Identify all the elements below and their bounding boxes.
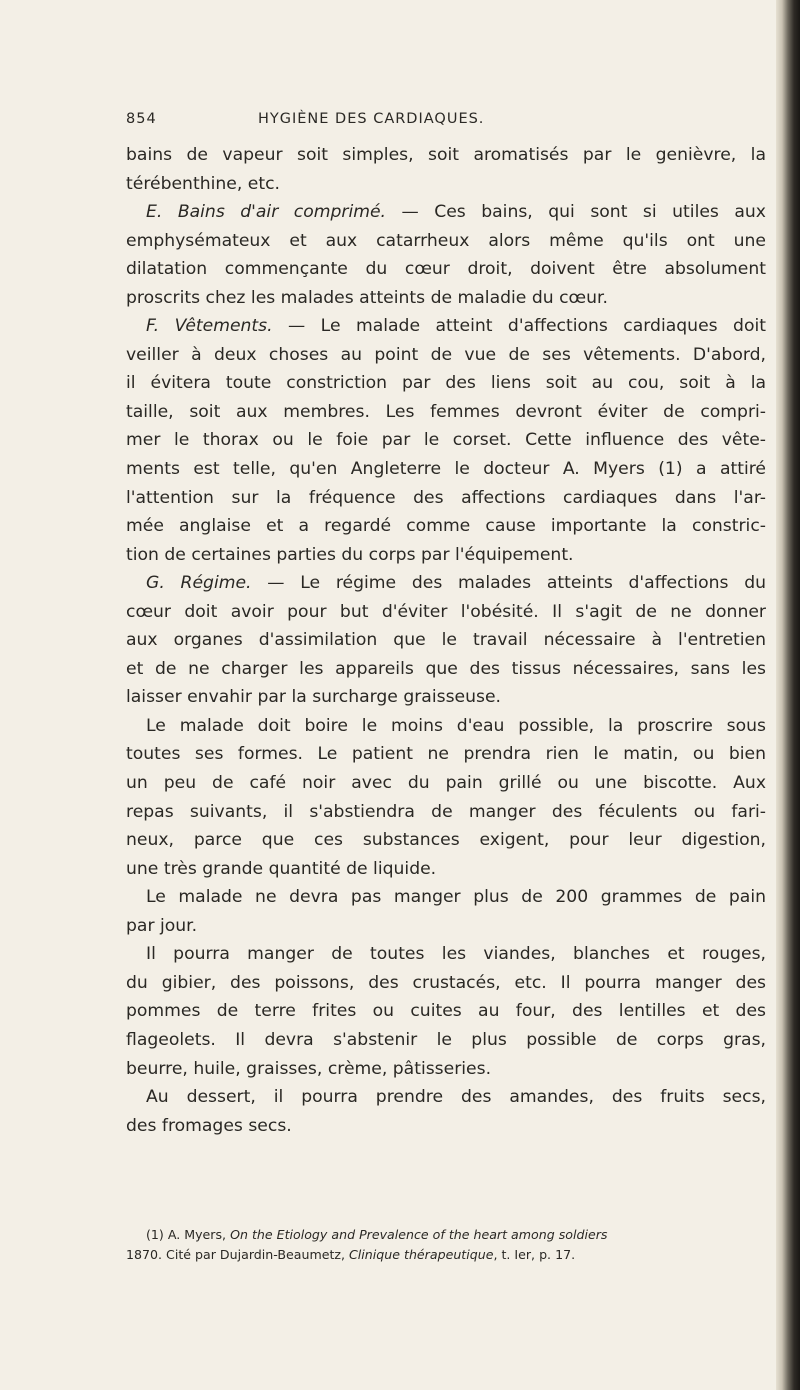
footnote-work-title: On the Etiology and Prevalence of the heart among soldiers (230, 1227, 608, 1242)
text-line: toutes ses formes. Le patient ne prendra rien le matin, ou bien (126, 744, 766, 765)
section-text: — Le malade atteint d'affections cardiaques doit (272, 316, 766, 337)
text-line: par jour. (126, 915, 198, 936)
text-line: Le malade ne devra pas manger plus de 200 grammes de pain (146, 887, 766, 908)
text-line: un peu de café noir avec du pain grillé ou une biscotte. Aux (126, 773, 766, 794)
section-title: E. Bains d'air comprimé. (146, 202, 387, 223)
section-text: — Le régime des malades atteints d'affections du (251, 573, 766, 594)
text-line: ments est telle, qu'en Angleterre le docteur A. Myers (1) a attiré (126, 459, 766, 480)
text-line: flageolets. Il devra s'abstenir le plus possible de corps gras, (126, 1029, 766, 1050)
text-line: Le malade doit boire le moins d'eau possible, la proscrire sous (146, 715, 766, 736)
book-edge-shadow (776, 0, 800, 1390)
text-line: beurre, huile, graisses, crème, pâtisseries. (126, 1058, 492, 1079)
text-line: une très grande quantité de liquide. (126, 858, 437, 879)
section-e-heading-line (126, 198, 766, 227)
footnote-text: 1870. Cité par Dujardin-Beaumetz, (126, 1247, 350, 1262)
footnote-work-title: Clinique thérapeutique (349, 1247, 494, 1262)
text-line: dilatation commençante du cœur droit, doivent être absolument (126, 259, 766, 280)
text-line: taille, soit aux membres. Les femmes devront éviter de compri- (126, 401, 766, 422)
text-line: tion de certaines parties du corps par l'équipement. (126, 544, 574, 565)
section-text: — Ces bains, qui sont si utiles aux (386, 202, 766, 223)
text-line: l'attention sur la fréquence des affections cardiaques dans l'ar- (126, 487, 766, 508)
footnote-text: , t. Ier, p. 17. (493, 1247, 576, 1262)
text-line: térébenthine, etc. (126, 173, 280, 194)
page-header (126, 111, 766, 137)
section-title: F. Vêtements. (146, 316, 273, 337)
footnotes (126, 1225, 766, 1265)
text-line: mer le thorax ou le foie par le corset. Cette influence des vête- (126, 430, 766, 451)
text-line: emphysémateux et aux catarrheux alors même qu'ils ont une (126, 230, 766, 251)
text-line: pommes de terre frites ou cuites au four, des lentilles et des (126, 1001, 766, 1022)
footnote-line (126, 1245, 766, 1265)
text-line: du gibier, des poissons, des crustacés, etc. Il pourra manger des (126, 972, 766, 993)
text-line: il évitera toute constriction par des liens soit au cou, soit à la (126, 373, 766, 394)
text-line: proscrits chez les malades atteints de maladie du cœur. (126, 287, 608, 308)
text-line: des fromages secs. (126, 1115, 292, 1136)
text-line: Au dessert, il pourra prendre des amandes, des fruits secs, (146, 1087, 766, 1108)
text-line: mée anglaise et a regardé comme cause importante la constric- (126, 516, 766, 537)
text-line: veiller à deux choses au point de vue de ses vêtements. D'abord, (126, 344, 766, 365)
text-line: cœur doit avoir pour but d'éviter l'obésité. Il s'agit de ne donner (126, 601, 766, 622)
running-title: HYGIÈNE DES CARDIAQUES. (258, 111, 485, 127)
footnote-line (126, 1225, 766, 1245)
text-line: et de ne charger les appareils que des tissus nécessaires, sans les (126, 658, 766, 679)
text-line: repas suivants, il s'abstiendra de manger des féculents ou fari- (126, 801, 766, 822)
text-line: aux organes d'assimilation que le travail nécessaire à l'entretien (126, 630, 766, 651)
section-f-heading-line (126, 312, 766, 341)
text-line: Il pourra manger de toutes les viandes, blanches et rouges, (146, 944, 766, 965)
page-number: 854 (126, 111, 157, 127)
text-line: bains de vapeur soit simples, soit aromatisés par le genièvre, la (126, 145, 766, 165)
section-g-heading-line (126, 569, 766, 598)
body-text (126, 141, 766, 1140)
section-title: G. Régime. (146, 573, 252, 594)
text-line: laisser envahir par la surcharge graisseuse. (126, 687, 501, 708)
text-line: neux, parce que ces substances exigent, pour leur digestion, (126, 830, 766, 851)
footnote-text: (1) A. Myers, (146, 1227, 231, 1242)
